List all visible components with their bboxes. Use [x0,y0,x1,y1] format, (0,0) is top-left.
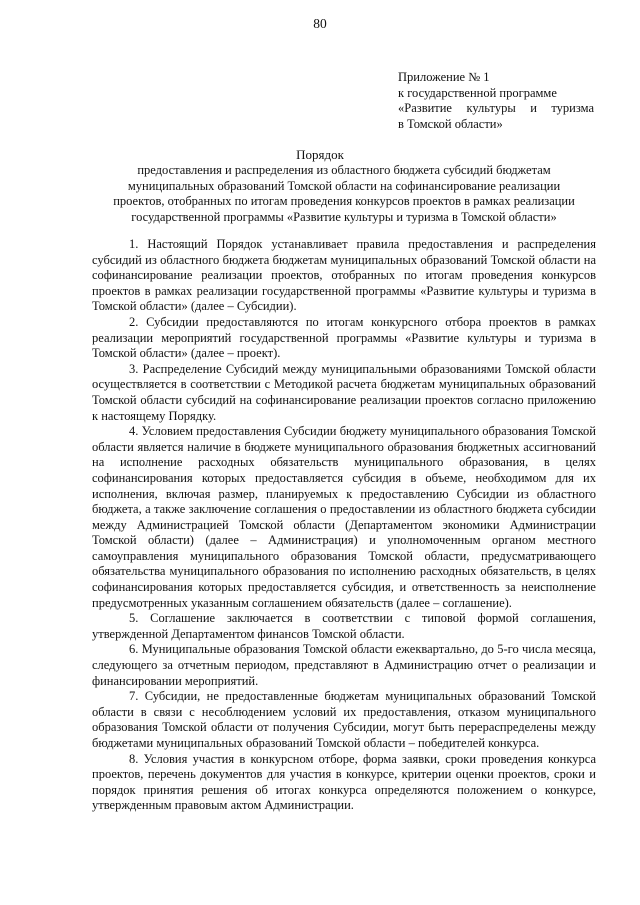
paragraph-6: 6. Муниципальные образования Томской области ежеквартально, до 5-го числа месяца, следующего за отчетным периодом, представляют в Администрацию отчет о реализации и финансировании мероприятий. [92,642,596,688]
subtitle-line: проектов, отобранных по итогам проведения конкурсов проектов в рамках реализации [113,194,575,208]
document-title: Порядок [296,147,344,162]
paragraph-5: 5. Соглашение заключается в соответствии с типовой формой соглашения, утвержденной Департаментом финансов Томской области. [92,611,596,641]
appendix-block [398,70,594,132]
document-subtitle [92,163,596,225]
appendix-line: Приложение № 1 [398,70,490,84]
paragraph-2: 2. Субсидии предоставляются по итогам конкурсного отбора проектов в рамках реализации мероприятий государственной программы «Развитие культуры и туризма в Томской области» (далее – проект). [92,314,596,361]
document-body [92,237,596,814]
appendix-line: к государственной программе [398,85,557,100]
paragraph-4: 4. Условием предоставления Субсидии бюджету муниципального образования Томской области является наличие в бюджете муниципального образования бюджетных ассигнований на исполнение расходных обязательств муниципального образования, в целях софинансирования которых предоставляется субсидия в объеме, необходимом для их исполнения, включая размер, планируемых к предоставлению Субсидии из областного бюджета, а также заключение соглашения о предоставлении из областного бюджета субсидии между Администрацией Томской области (Департаментом экономики Администрации Томской области) (далее – Администрация) и уполномоченным органом местного самоуправления муниципального образования Томской области, предусматривающего обязательства муниципального образования по исполнению расходных обязательств, в целях софинансирования которых предоставляется субсидия, и ответственность за неисполнение предусмотренных указанным соглашением обязательств (далее – соглашение). [92,424,596,610]
subtitle-line: муниципальных образований Томской области на софинансирование реализации [127,178,561,193]
subtitle-line: предоставления и распределения из областного бюджета субсидий бюджетам [137,163,551,177]
appendix-line: в Томской области» [398,116,503,131]
paragraph-8: 8. Условия участия в конкурсном отборе, форма заявки, сроки проведения конкурса проектов, перечень документов для участия в конкурсе, критерии оценки проектов, сроки и порядок принятия решения об итогах конкурса определяются положением о конкурсе, утвержденным правовым актом Администрации. [92,751,596,813]
subtitle-line: государственной программы «Развитие культуры и туризма в Томской области» [131,209,557,224]
paragraph-3: 3. Распределение Субсидий между муниципальными образованиями Томской области осуществляется в соответствии с Методикой расчета бюджетам муниципальных образований Томской области субсидий на софинансирование реализации проектов согласно приложению к настоящему Порядку. [92,361,596,423]
paragraph-7: 7. Субсидии, не предоставленные бюджетам муниципальных образований Томской области в связи с несоблюдением условий их предоставления, отказом муниципального образования Томской области от получения Субсидии, могут быть перераспределены между бюджетами муниципальных образований Томской области – победителей конкурса. [92,689,596,750]
paragraph-1: 1. Настоящий Порядок устанавливает правила предоставления и распределения субсидий из областного бюджета бюджетам муниципальных образований Томской области на софинансирование реализации проектов, отобранных по итогам проведения конкурсов проектов в рамках реализации государственной программы «Развитие культуры и туризма в Томской области» (далее – Субсидии). [92,237,596,314]
appendix-line: «Развитие культуры и туризма [398,101,594,115]
page-number: 80 [313,16,327,31]
